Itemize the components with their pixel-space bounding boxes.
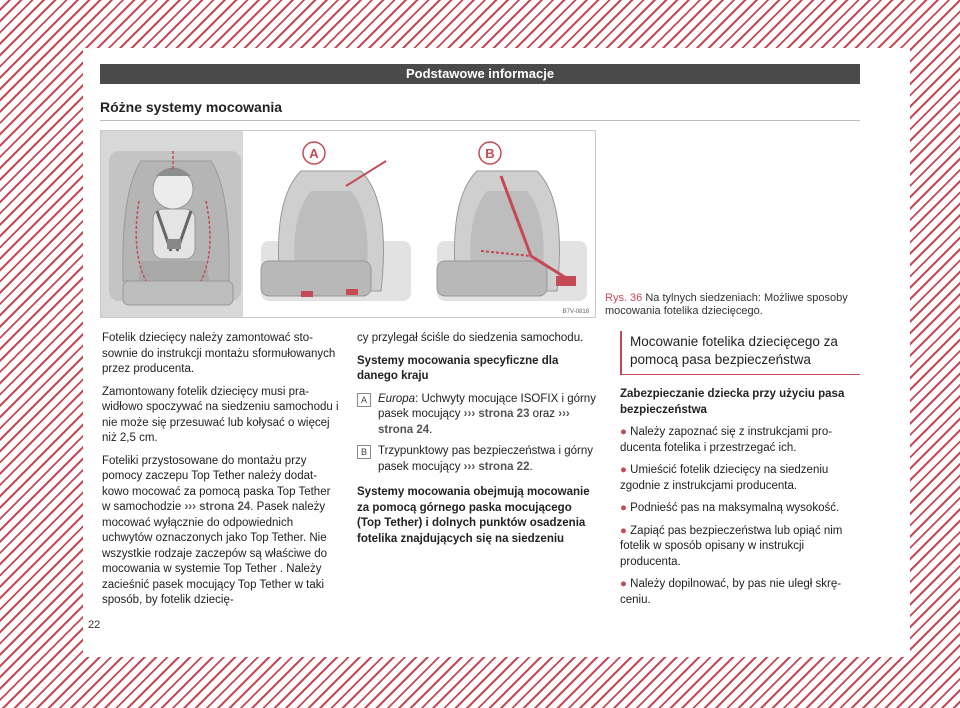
figure-number: Rys. 36 <box>605 292 643 304</box>
key-a-badge: A <box>357 393 371 407</box>
page-reference-link[interactable]: ››› strona 24 <box>378 408 570 436</box>
bullet-icon: ● <box>620 524 627 537</box>
bullet-item: ● Należy dopilnować, by pas nie uległ skręceniu. <box>620 578 842 606</box>
list-item-b: B Trzypunktowy pas bezpieczeństwa i górny pasek mocujący ››› strona 22. <box>357 444 597 475</box>
bullet-item: ● Umieścić fotelik dziecięcy na siedzeniu zgodnie z instrukcjami producenta. <box>620 464 829 492</box>
paragraph: cy przylegał ściśle do siedzenia samochodu. <box>357 332 584 344</box>
page-reference-link[interactable]: ››› strona 24 <box>184 501 251 513</box>
bullet-icon: ● <box>620 426 627 438</box>
key-b-badge: B <box>357 445 371 459</box>
isofix-seat-panel <box>243 131 419 317</box>
column-3 <box>620 331 860 615</box>
page <box>83 48 910 657</box>
section-title: Różne systemy mocowania <box>100 99 283 115</box>
paragraph-top-tether: Foteliki przystosowane do montażu przy pomocy zaczepu Top Tether należy dodatkowo mocować za pomocą paska Top Tether w samochodzie ››› strona 24. Pasek należy mocować wyłącznie do odpowiednich uchwytów oznaczonych jako Top Tether. Nie wszystkie rodzaje zaczepów są właściwe do mocowania w systemie Top Tether . Należy zacieśnić pasek mocujący Top Tether w taki sposób, by fotelik dziecię- <box>102 454 331 606</box>
subheading: Zabezpieczanie dziecka przy użyciu pasa bezpieczeństwa <box>620 388 845 416</box>
page-reference-link[interactable]: ››› strona 23 <box>463 408 530 420</box>
column-2 <box>357 331 597 554</box>
paragraph: Fotelik dziecięcy należy zamontować stosownie do instrukcji montażu sformułowanych przez producenta. <box>102 332 336 375</box>
figure-label-b: B <box>485 146 495 161</box>
figure-code: B7V-0818 <box>562 309 589 315</box>
page-header: Podstawowe informacje <box>100 64 860 84</box>
paragraph: Zamontowany fotelik dziecięcy musi prawidłowo spoczywać na siedzeniu samochodu i nie może się przesuwać lub kołysać o więcej niż 2,5 cm. <box>102 385 339 444</box>
bullet-item: ● Należy zapoznać się z instrukcjami producenta fotelika i przestrzegać ich. <box>620 426 833 454</box>
child-seat-figure <box>100 130 596 318</box>
box-heading: Mocowanie fotelika dziecięcego za pomocą pasa bezpieczeństwa <box>620 331 860 375</box>
bullet-item: ● Podnieść pas na maksymalną wysokość. <box>620 502 840 514</box>
figure-caption <box>605 292 855 318</box>
list-item-a: A Europa: Uchwyty mocujące ISOFIX i górny pasek mocujący ››› strona 23 oraz ››› strona 24. <box>357 392 597 439</box>
page-number: 22 <box>88 619 101 631</box>
seatbelt-seat-panel <box>419 131 595 317</box>
bullet-icon: ● <box>620 502 627 514</box>
bullet-icon: ● <box>620 578 627 590</box>
bullet-icon: ● <box>620 464 627 476</box>
column-1 <box>102 331 340 616</box>
figure-caption-text: Na tylnych siedzeniach: Możliwe sposoby mocowania fotelika dziecięcego. <box>605 292 848 317</box>
child-seat-illustration <box>101 131 595 317</box>
figure-label-a: A <box>309 146 319 161</box>
bullet-item: ● Zapiąć pas bezpieczeństwa lub opiąć nim fotelik w sposób opisany w instrukcji producenta. <box>620 524 843 568</box>
child-in-seat-panel <box>101 131 243 317</box>
page-reference-link[interactable]: ››› strona 22 <box>463 460 530 473</box>
subheading: Systemy mocowania obejmują mocowanie za pomocą górnego paska mocującego (Top Tether) i dolnych punktów osadzenia fotelika znajdujących się na siedzeniu <box>357 486 590 545</box>
title-divider <box>100 120 860 121</box>
subheading: Systemy mocowania specyficzne dla danego kraju <box>357 354 559 382</box>
